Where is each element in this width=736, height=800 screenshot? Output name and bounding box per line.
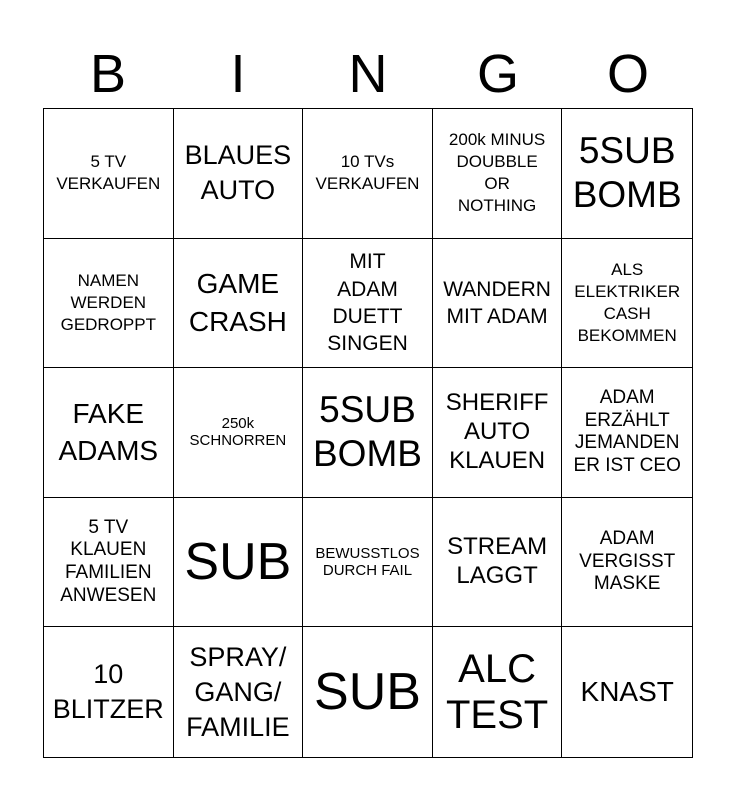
bingo-cell[interactable]: 10 TVs VERKAUFEN	[303, 109, 433, 239]
bingo-cell[interactable]: 250k SCHNORREN	[174, 368, 304, 498]
bingo-cell[interactable]: MIT ADAM DUETT SINGEN	[303, 239, 433, 369]
header-letter-g: G	[476, 44, 519, 104]
bingo-cell[interactable]: ALC TEST	[433, 627, 563, 757]
header-letter-o: O	[606, 44, 649, 104]
bingo-cell[interactable]: KNAST	[580, 676, 674, 708]
bingo-cell[interactable]: FAKE ADAMS	[44, 368, 174, 498]
bingo-cell[interactable]: 5SUB BOMB	[303, 368, 433, 498]
bingo-cell[interactable]: 5SUB BOMB	[562, 109, 692, 239]
bingo-cell[interactable]: ADAM ERZÄHLT JEMANDEN ER IST CEO	[562, 368, 692, 498]
bingo-cell[interactable]: 5 TV VERKAUFEN	[44, 109, 174, 239]
bingo-cell[interactable]: WANDERN MIT ADAM	[433, 239, 563, 369]
bingo-cell[interactable]: SUB	[174, 498, 304, 628]
bingo-cell[interactable]: 5 TV KLAUEN FAMILIEN ANWESEN	[44, 498, 174, 628]
header-letter-b: B	[89, 44, 127, 104]
bingo-cell[interactable]: SHERIFF AUTO KLAUEN	[433, 368, 563, 498]
bingo-cell[interactable]: BEWUSSTLOS DURCH FAIL	[303, 498, 433, 628]
header-letter-i: I	[230, 44, 246, 104]
bingo-cell[interactable]: GAME CRASH	[174, 239, 304, 369]
bingo-cell[interactable]: SUB	[303, 627, 433, 757]
bingo-cell[interactable]: ALS ELEKTRIKER CASH BEKOMMEN	[562, 239, 692, 369]
bingo-cell[interactable]: ADAM VERGISST MASKE	[562, 498, 692, 628]
bingo-cell[interactable]: SPRAY/ GANG/ FAMILIE	[174, 627, 304, 757]
bingo-cell[interactable]: 10 BLITZER	[44, 627, 174, 757]
bingo-cell[interactable]: 200k MINUS DOUBBLE OR NOTHING	[433, 109, 563, 239]
bingo-board	[43, 108, 693, 758]
bingo-header	[43, 40, 693, 108]
header-letter-n: N	[348, 44, 388, 104]
bingo-cell[interactable]: NAMEN WERDEN GEDROPPT	[44, 239, 174, 369]
bingo-cell[interactable]: STREAM LAGGT	[433, 498, 563, 628]
bingo-cell[interactable]: BLAUES AUTO	[174, 109, 304, 239]
